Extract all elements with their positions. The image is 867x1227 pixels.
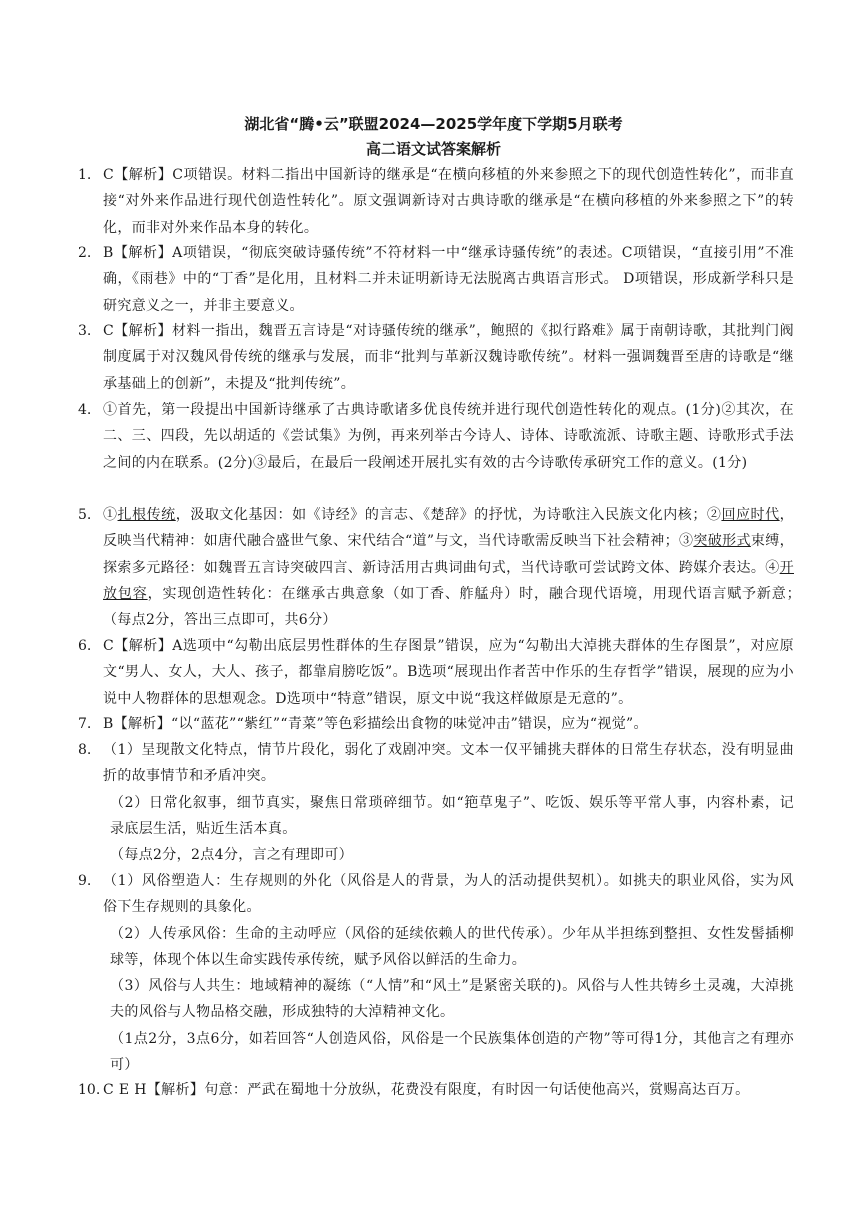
scoring-note: （每点2分，2点4分，言之有理即可）: [110, 847, 354, 864]
text-run: 束缚，探索多元路径：如魏晋五言诗突破四言、新诗活用古典词曲句式，当代诗歌可尝试跨文体、跨媒介表达。④: [103, 533, 794, 576]
answer-item-6: [78, 633, 794, 712]
answer-item-7: [78, 711, 794, 737]
key-point-underlined: 开放包容: [103, 559, 794, 602]
answer-number: 9.: [78, 873, 92, 889]
answer-number: 8.: [78, 742, 92, 758]
answer-item-5: [78, 502, 809, 633]
answer-item-3: [78, 318, 794, 397]
answer-number: 3.: [78, 323, 92, 339]
text-run: ，反映当代精神：如唐代融合盛世气象、宋代结合“道”与文，当代诗歌需反映当下社会精神；③: [103, 507, 794, 550]
answer-item-1: [78, 162, 794, 241]
answer-text: C【解析】C项错误。材料二指出中国新诗的继承是“在横向移植的外来参照之下的现代创造性转化”，而非直接“对外来作品进行现代创造性转化”。原文强调新诗对古典诗歌的继承是“在横向移植的外来参照之下”的转化，而非对外来作品本身的转化。: [103, 167, 794, 236]
answer-number: 6.: [78, 638, 92, 654]
answer-text: （2）人传承风俗：生命的主动呼应（风俗的延续依赖人的世代传承）。少年从半担练到整担、女性发髻插柳球等，体现个体以生命实践传承传统，赋予风俗以鲜活的生命力。: [110, 925, 794, 968]
answer-text: （1）风俗塑造人：生存规则的外化（风俗是人的背景，为人的活动提供契机）。如挑夫的职业风俗，实为风俗下生存规则的具象化。: [103, 873, 794, 916]
answer-number: 4.: [78, 402, 92, 418]
answer-text: （3）风俗与人共生：地域精神的凝练（“人情”和“风土”是紧密关联的)。风俗与人性共铸乡土灵魂，大淖挑夫的风俗与人物品格交融，形成独特的大淖精神文化。: [110, 978, 794, 1021]
answer-item-8: [78, 737, 794, 868]
document-subtitle: 高二语文试答案解析: [365, 140, 501, 158]
text-run: ，汲取文化基因：如《诗经》的言志、《楚辞》的抒忧，为诗歌注入民族文化内核；②: [175, 507, 722, 523]
answer-text: C【解析】材料一指出，魏晋五言诗是“对诗骚传统的继承”，鲍照的《拟行路难》属于南朝诗歌，其批判门阀制度属于对汉魏风骨传统的继承与发展，而非“批判与革新汉魏诗歌传统”。材料一强调魏晋至唐的诗歌是“继承基础上的创新”，未提及“批判传统”。: [103, 323, 794, 392]
answer-number: 1.: [78, 167, 92, 183]
answer-text: [103, 502, 809, 633]
answer-text: B【解析】“以“蓝花”“紫红”“青菜”等色彩描绘出食物的味觉冲击”错误，应为“视觉”。: [103, 716, 648, 732]
text-run: ，实现创造性转化：在继承古典意象（如丁香、舴艋舟）时，融合现代语境，用现代语言赋予新意； （每点2分，答出三点即可，共6分）: [103, 585, 809, 629]
key-point-underlined: 突破形式: [693, 533, 751, 550]
key-point-underlined: 回应时代: [721, 507, 780, 523]
answer-item-10: [78, 1077, 794, 1103]
answer-item-2: [78, 240, 794, 319]
answer-text: （1）呈现散文化特点，情节片段化，弱化了戏剧冲突。文本一仅平铺挑夫群体的日常生存状态，没有明显曲折的故事情节和矛盾冲突。: [103, 742, 794, 785]
scoring-note: （1点2分，3点6分，如若回答“人创造风俗，风俗是一个民族集体创造的产物”等可得1分，其他言之有理亦可）: [110, 1030, 794, 1074]
key-point-underlined: 扎根传统: [117, 507, 176, 523]
text-run: ①: [103, 507, 118, 523]
answer-number: 7.: [78, 716, 92, 732]
answer-text: C E H【解析】句意：严武在蜀地十分放纵，花费没有限度，有时因一句话使他高兴，赏赐高达百万。: [103, 1082, 750, 1098]
answer-number: 2.: [78, 245, 92, 261]
answer-text: （2）日常化叙事，细节真实，聚焦日常琐碎细节。如“筢草鬼子”、吃饭、娱乐等平常人事，内容朴素，记录底层生活，贴近生活本真。: [110, 794, 794, 837]
answer-number: 10.: [78, 1082, 101, 1098]
answer-text: ①首先，第一段提出中国新诗继承了古典诗歌诸多优良传统并进行现代创造性转化的观点。(1分)②其次，在二、三、四段，先以胡适的《尝试集》为例，再来列举古今诗人、诗体、诗歌流派、诗歌主题、诗歌形式手法之间的内在联系。(2分)③最后，在最后一段阐述开展扎实有效的古今诗歌传承研究工作的意义。(1分): [103, 402, 794, 471]
answer-text: C【解析】A选项中“勾勒出底层男性群体的生存图景”错误，应为“勾勒出大淖挑夫群体的生存图景”，对应原文“男人、女人，大人、孩子，都靠肩膀吃饭”。B选项“展现出作者苦中作乐的生存哲学”错误，展现的应为小说中人物群体的思想观念。D选项中“特意”错误，原文中说“我这样做原是无意的”。: [103, 638, 794, 707]
answer-item-4: [78, 397, 794, 476]
answer-number: 5.: [78, 507, 92, 523]
answer-item-9: [78, 868, 794, 1078]
document-title: 湖北省“腾•云”联盟2024—2025学年度下学期5月联考: [244, 115, 623, 133]
answer-text: B【解析】A项错误，“彻底突破诗骚传统”不符材料一中“继承诗骚传统”的表述。C项错误，“直接引用”不准确，《雨巷》中的“丁香”是化用，且材料二并未证明新诗无法脱离古典语言形式。 D项错误，形成新学科只是研究意义之一，并非主要意义。: [103, 245, 794, 314]
